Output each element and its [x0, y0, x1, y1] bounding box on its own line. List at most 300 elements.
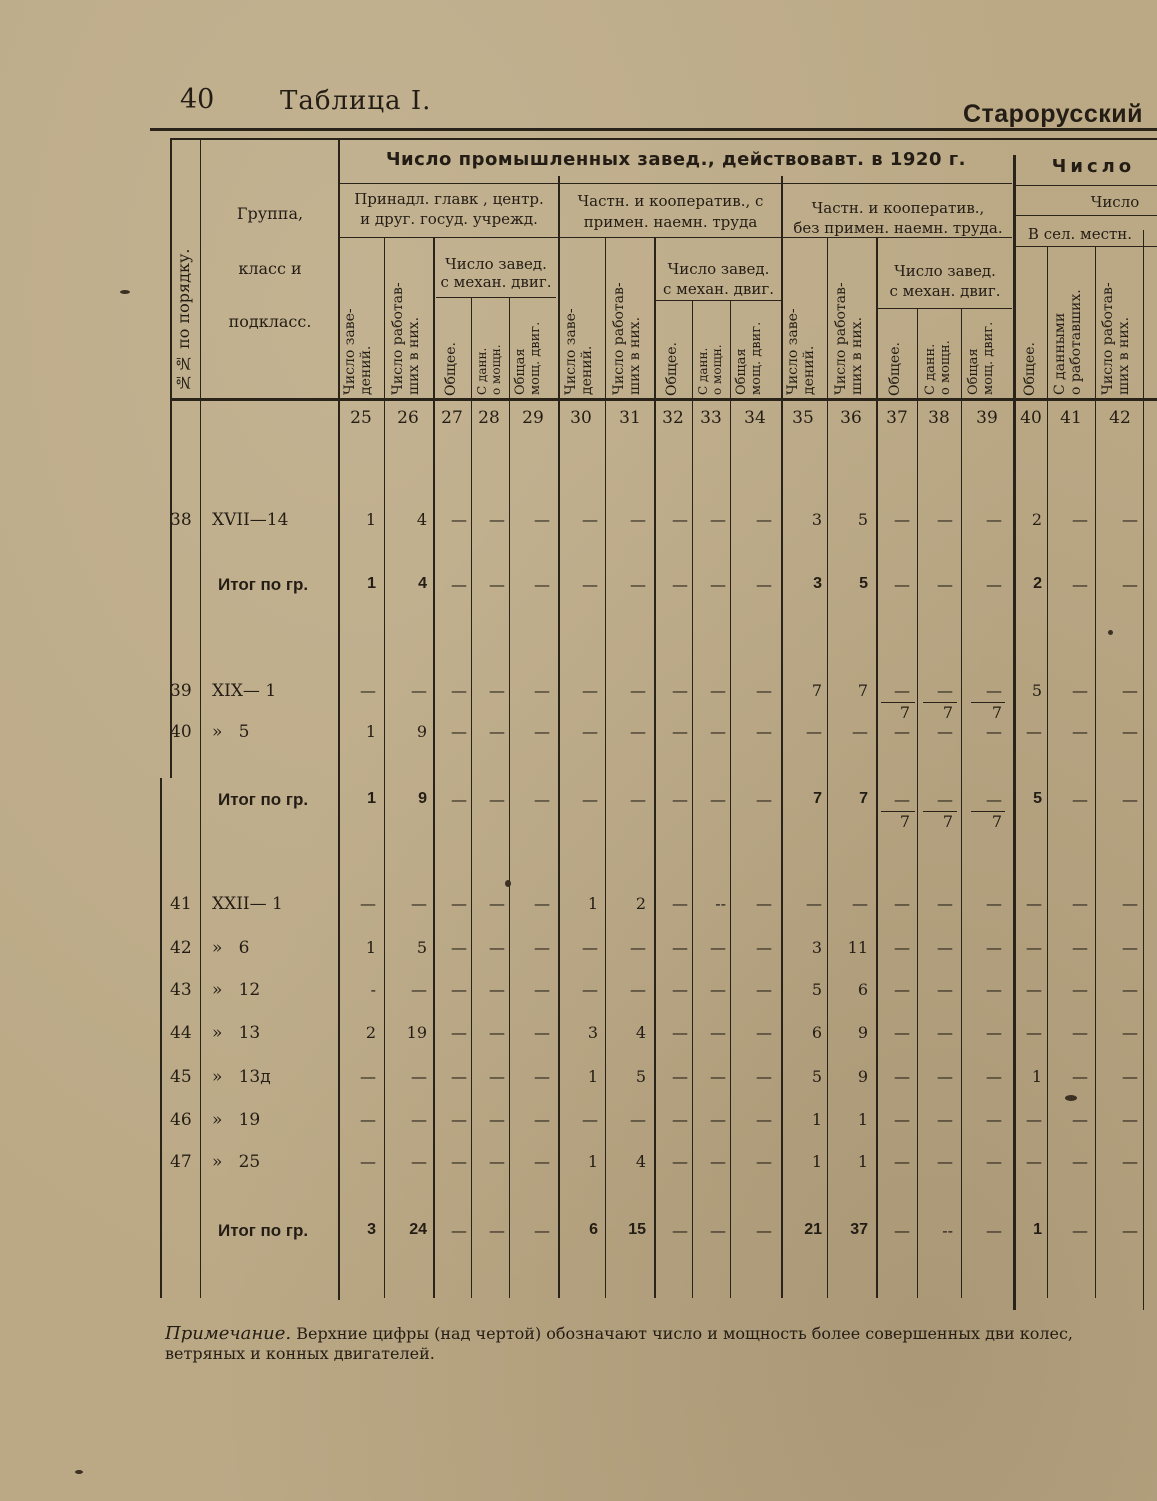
table-cell: — — [937, 1110, 953, 1129]
table-cell: — — [986, 575, 1002, 594]
table-cell: — — [1122, 1110, 1138, 1129]
table-cell: 3 — [587, 1023, 598, 1042]
table-cell: — — [360, 1152, 376, 1171]
table-cell: — — [1072, 894, 1088, 913]
table-cell: — — [710, 1110, 726, 1129]
column-number: 34 — [744, 408, 766, 428]
table-cell: 6 — [589, 1221, 598, 1238]
table-cell: — — [451, 790, 467, 809]
header-group-line1: Группа, — [236, 204, 304, 223]
header-mech-a-1: Число завед. — [445, 255, 547, 273]
table-cell: — — [1122, 510, 1138, 529]
table-cell: — — [360, 681, 376, 700]
table-cell: — — [756, 722, 772, 741]
table-cell: — — [894, 894, 910, 913]
table-cell: — — [489, 938, 505, 957]
table-title: Таблица I. — [280, 86, 432, 116]
table-cell: — — [360, 894, 376, 913]
table-cell: — — [756, 980, 772, 999]
table-cell: — — [1122, 575, 1138, 594]
table-cell: 4 — [418, 575, 427, 592]
row-number: 42 — [170, 938, 192, 958]
header-sub-b-1: Частн. и кооператив., с — [577, 192, 764, 210]
header-col-29: Общая мощ. двиг. — [513, 321, 543, 395]
table-cell: 1 — [587, 1067, 598, 1086]
table-cell: — — [1122, 790, 1138, 809]
col-line — [1143, 230, 1144, 1310]
table-cell: — — [451, 1221, 467, 1240]
header-mech-b-1: Число завед. — [667, 260, 770, 278]
table-cell: — — [937, 722, 953, 741]
header-col-27: Общее. — [443, 342, 459, 396]
table-cell: 1 — [811, 1110, 822, 1129]
group-label: » 5 — [212, 722, 250, 742]
table-cell: — — [451, 894, 467, 913]
table-cell: — — [710, 722, 726, 741]
header-col-32: Общее. — [664, 342, 680, 396]
table-cell: 5 — [635, 1067, 646, 1086]
column-number: 39 — [976, 408, 998, 428]
header-sub-c-1: Частн. и кооператив., — [811, 199, 985, 217]
header-col-38: С данн. о мощн. — [923, 340, 953, 395]
table-cell: — — [1072, 790, 1088, 809]
header-col-37: Общее. — [887, 342, 903, 396]
table-cell: — — [894, 790, 910, 809]
column-number: 31 — [619, 408, 641, 428]
table-cell: — — [986, 790, 1002, 809]
table-cell: 24 — [409, 1221, 427, 1238]
table-cell: 1 — [587, 1152, 598, 1171]
header-mech-a-2: с механ. двиг. — [440, 273, 552, 291]
table-cell: — — [534, 575, 550, 594]
table-cell: — — [894, 1023, 910, 1042]
header-bottom-rule — [170, 398, 1157, 401]
table-cell: — — [489, 894, 505, 913]
table-cell: 5 — [811, 1067, 822, 1086]
table-cell: — — [534, 510, 550, 529]
table-cell: — — [756, 1067, 772, 1086]
table-cell: — — [710, 980, 726, 999]
table-cell: — — [986, 1110, 1002, 1129]
table-cell: — — [1072, 1152, 1088, 1171]
table-cell: — — [710, 510, 726, 529]
table-cell: — — [894, 722, 910, 741]
table-cell: 1 — [367, 575, 376, 592]
col-line — [200, 138, 201, 1298]
table-cell: 1 — [365, 722, 376, 741]
column-number: 42 — [1109, 408, 1131, 428]
table-cell: — — [986, 722, 1002, 741]
table-cell: 11 — [847, 938, 868, 957]
header-sub-d-mid: Число — [1090, 193, 1140, 211]
table-cell: 9 — [416, 722, 427, 741]
table-cell: — — [894, 1110, 910, 1129]
group-label: » 13д — [212, 1067, 271, 1087]
table-cell: — — [894, 510, 910, 529]
table-cell: — — [986, 510, 1002, 529]
column-number: 38 — [928, 408, 950, 428]
column-number: 33 — [700, 408, 722, 428]
col-line — [433, 238, 435, 1298]
table-cell: — — [937, 575, 953, 594]
table-cell: 7 — [859, 790, 868, 807]
table-cell: — — [360, 1067, 376, 1086]
table-cell: — — [937, 681, 953, 700]
table-cell: 3 — [811, 510, 822, 529]
table-cell: — — [710, 575, 726, 594]
table-cell: 5 — [859, 575, 868, 592]
table-cell: — — [534, 790, 550, 809]
table-cell: 5 — [1033, 790, 1042, 807]
table-cell: 1 — [367, 790, 376, 807]
table-cell: — — [672, 1152, 688, 1171]
table-cell: — — [986, 938, 1002, 957]
table-cell: — — [1072, 1221, 1088, 1240]
table-cell: — — [534, 1152, 550, 1171]
header-row-no: №№ по порядку. — [174, 248, 193, 392]
table-cell: 6 — [857, 980, 868, 999]
table-cell: — — [534, 980, 550, 999]
table-cell: — — [937, 938, 953, 957]
header-sub-c-2: без примен. наемн. труда. — [793, 219, 1003, 237]
column-number: 32 — [662, 408, 684, 428]
table-cell: — — [672, 681, 688, 700]
header-rule — [340, 237, 1012, 238]
table-cell: — — [534, 681, 550, 700]
paper-speck — [120, 290, 130, 294]
table-cell: 4 — [635, 1023, 646, 1042]
table-cell: — — [672, 510, 688, 529]
table-cell: 1 — [1031, 1067, 1042, 1086]
table-cell: — — [489, 1152, 505, 1171]
table-cell: — — [710, 1221, 726, 1240]
table-cell: — — [411, 980, 427, 999]
header-main: Число промышленных завед., действовавт. в 1920 г. — [386, 149, 966, 170]
table-cell: — — [411, 681, 427, 700]
header-col-36: Число работав- ших в них. — [833, 282, 865, 395]
table-cell: — — [937, 790, 953, 809]
table-cell: 6 — [811, 1023, 822, 1042]
table-cell: 5 — [811, 980, 822, 999]
column-number: 26 — [397, 408, 419, 428]
table-cell: — — [489, 722, 505, 741]
table-cell: — — [756, 681, 772, 700]
table-cell: — — [1072, 510, 1088, 529]
table-cell: — — [451, 1152, 467, 1171]
header-sub-b-2: примен. наемн. труда — [583, 213, 758, 231]
table-cell: 9 — [418, 790, 427, 807]
table-cell: — — [582, 510, 598, 529]
table-cell: — — [1122, 980, 1138, 999]
table-cell: — — [1072, 575, 1088, 594]
table-cell: 1 — [365, 510, 376, 529]
table-cell: — — [1026, 1023, 1042, 1042]
table-cell: 21 — [804, 1221, 822, 1238]
table-cell: — — [672, 575, 688, 594]
top-rule — [150, 128, 1157, 131]
table-cell: — — [411, 1067, 427, 1086]
table-cell: - — [370, 980, 376, 999]
col-line — [1047, 247, 1048, 1298]
group-label: XVII—14 — [212, 510, 289, 530]
table-cell: — — [1072, 1110, 1088, 1129]
table-cell: — — [630, 681, 646, 700]
header-col-30: Число заве- дений. — [563, 308, 595, 395]
group-label: XXII— 1 — [212, 894, 283, 914]
header-sub-d-low: В сел. местн. — [1027, 225, 1133, 243]
column-number: 36 — [840, 408, 862, 428]
table-cell: — — [986, 1067, 1002, 1086]
header-col-31: Число работав- ших в них. — [611, 282, 643, 395]
table-cell: 3 — [813, 575, 822, 592]
header-rule — [340, 183, 1012, 184]
table-cell: — — [411, 1110, 427, 1129]
table-cell: — — [489, 1023, 505, 1042]
header-rule — [656, 300, 781, 301]
column-number: 25 — [350, 408, 372, 428]
table-cell: — — [672, 980, 688, 999]
table-cell: 1 — [365, 938, 376, 957]
header-rule — [436, 297, 556, 298]
table-cell: — — [986, 1152, 1002, 1171]
group-label: » 6 — [212, 938, 250, 958]
table-cell: — — [710, 938, 726, 957]
table-cell: 5 — [857, 510, 868, 529]
table-cell: 4 — [416, 510, 427, 529]
table-cell: — — [1072, 1067, 1088, 1086]
table-cell: — — [1072, 1023, 1088, 1042]
paper-speck — [505, 880, 511, 887]
footnote-text: Верхние цифры (над чертой) обозначают число и мощность более совершенных дви колес, ветряных и конных двигателей. — [165, 1324, 1073, 1363]
table-cell: — — [852, 722, 868, 741]
table-cell: — — [534, 722, 550, 741]
table-cell: 19 — [406, 1023, 427, 1042]
table-cell: 1 — [811, 1152, 822, 1171]
header-col-25: Число заве- дений. — [342, 308, 374, 395]
header-rule — [1015, 246, 1157, 247]
table-cell: — — [672, 1067, 688, 1086]
header-col-40: Общее. — [1022, 342, 1038, 396]
row-number: 44 — [170, 1023, 192, 1043]
table-cell: — — [756, 1110, 772, 1129]
table-cell: — — [582, 722, 598, 741]
table-cell: — — [451, 980, 467, 999]
table-cell: 15 — [628, 1221, 646, 1238]
table-cell: 7 — [813, 790, 822, 807]
table-cell: — — [534, 1110, 550, 1129]
table-cell: — — [1122, 1067, 1138, 1086]
table-cell: — — [1026, 894, 1042, 913]
col-line — [827, 238, 828, 1298]
header-group-line3: подкласс. — [228, 312, 312, 331]
table-cell: — — [986, 1023, 1002, 1042]
fraction-value: 7 — [991, 703, 1002, 722]
table-cell: 3 — [811, 938, 822, 957]
table-cell: — — [894, 1067, 910, 1086]
table-cell: — — [1072, 980, 1088, 999]
table-cell: 1 — [857, 1152, 868, 1171]
table-cell: — — [756, 894, 772, 913]
column-number: 35 — [792, 408, 814, 428]
header-group-line2: класс и — [238, 259, 302, 278]
table-cell: — — [710, 1152, 726, 1171]
table-cell: — — [489, 681, 505, 700]
header-col-35: Число заве- дений. — [785, 308, 817, 395]
table-cell: 2 — [1031, 510, 1042, 529]
table-cell: 2 — [1033, 575, 1042, 592]
table-cell: — — [451, 1067, 467, 1086]
table-cell: — — [937, 1023, 953, 1042]
table-cell: — — [534, 894, 550, 913]
table-cell: 9 — [857, 1023, 868, 1042]
group-total-label: Итог по гр. — [218, 790, 309, 809]
table-cell: — — [630, 722, 646, 741]
table-cell: — — [710, 1023, 726, 1042]
table-cell: — — [672, 790, 688, 809]
table-cell: — — [1122, 1023, 1138, 1042]
table-cell: — — [1026, 1152, 1042, 1171]
table-cell: — — [894, 681, 910, 700]
table-cell: — — [1122, 938, 1138, 957]
table-cell: — — [630, 938, 646, 957]
table-cell: — — [672, 1023, 688, 1042]
table-cell: 3 — [367, 1221, 376, 1238]
table-cell: — — [1122, 1152, 1138, 1171]
table-cell: 1 — [587, 894, 598, 913]
header-col-26: Число работав- ших в них. — [390, 282, 422, 395]
table-cell: — — [937, 510, 953, 529]
table-cell: — — [489, 510, 505, 529]
header-mech-b-2: с механ. двиг. — [663, 280, 774, 298]
table-cell: — — [534, 1023, 550, 1042]
table-cell: — — [986, 1221, 1002, 1240]
table-cell: — — [986, 980, 1002, 999]
paper-speck — [1065, 1095, 1077, 1101]
table-cell: — — [1122, 722, 1138, 741]
table-cell: — — [630, 980, 646, 999]
top-rule-2 — [170, 138, 1157, 140]
table-cell: — — [582, 938, 598, 957]
group-total-label: Итог по гр. — [218, 1221, 309, 1240]
table-cell: 1 — [857, 1110, 868, 1129]
table-cell: — — [894, 575, 910, 594]
column-number: 30 — [570, 408, 592, 428]
table-cell: — — [630, 1110, 646, 1129]
table-cell: — — [937, 1067, 953, 1086]
paper-speck — [75, 1470, 83, 1474]
table-cell: 7 — [811, 681, 822, 700]
table-cell: — — [1122, 1221, 1138, 1240]
column-number: 27 — [441, 408, 463, 428]
table-cell: — — [534, 1221, 550, 1240]
table-cell: -- — [942, 1221, 953, 1240]
table-cell: — — [937, 1152, 953, 1171]
col-line — [654, 238, 656, 1298]
table-cell: — — [451, 510, 467, 529]
table-cell: — — [451, 681, 467, 700]
col-line — [160, 778, 162, 1298]
header-rule — [878, 308, 1012, 309]
table-cell: — — [806, 722, 822, 741]
row-number: 45 — [170, 1067, 192, 1087]
table-cell: — — [489, 1067, 505, 1086]
group-label: XIX— 1 — [212, 681, 277, 701]
table-cell: — — [756, 1023, 772, 1042]
region-title: Старорусский — [962, 100, 1143, 128]
table-cell: — — [1122, 681, 1138, 700]
table-cell: — — [489, 1110, 505, 1129]
header-col-39: Общая мощ. двиг. — [966, 321, 996, 395]
table-cell: 2 — [365, 1023, 376, 1042]
group-label: » 19 — [212, 1110, 261, 1130]
row-number: 38 — [170, 510, 192, 530]
table-cell: — — [534, 938, 550, 957]
table-cell: 1 — [1033, 1221, 1042, 1238]
table-cell: 4 — [635, 1152, 646, 1171]
table-cell: — — [582, 575, 598, 594]
header-col-28: С данн. о мощн. — [475, 344, 503, 395]
table-cell: — — [1026, 980, 1042, 999]
table-cell: — — [451, 575, 467, 594]
table-cell: — — [451, 1023, 467, 1042]
table-cell: — — [894, 980, 910, 999]
table-cell: — — [489, 790, 505, 809]
table-cell: — — [756, 510, 772, 529]
table-cell: — — [489, 980, 505, 999]
col-line — [1095, 247, 1096, 1298]
table-cell: — — [411, 1152, 427, 1171]
row-number: 41 — [170, 894, 192, 914]
table-cell: — — [360, 1110, 376, 1129]
header-col-33: С данн. о мощн. — [696, 344, 724, 395]
header-rule — [1015, 215, 1157, 216]
table-cell: — — [672, 1221, 688, 1240]
group-label: » 12 — [212, 980, 261, 1000]
table-cell: — — [937, 980, 953, 999]
table-cell: — — [1026, 722, 1042, 741]
fraction-value: 7 — [991, 812, 1002, 831]
footnote-label: Примечание. — [165, 1323, 292, 1344]
footnote — [165, 1324, 1140, 1364]
table-cell: 7 — [857, 681, 868, 700]
table-cell: — — [451, 1110, 467, 1129]
table-cell: — — [582, 790, 598, 809]
col-line — [876, 238, 878, 1298]
col-line — [384, 238, 385, 1298]
table-cell: — — [489, 575, 505, 594]
table-cell: — — [672, 894, 688, 913]
table-cell: — — [451, 722, 467, 741]
table-cell: — — [489, 1221, 505, 1240]
table-cell: — — [710, 790, 726, 809]
table-cell: — — [894, 938, 910, 957]
group-label: » 25 — [212, 1152, 261, 1172]
table-cell: — — [852, 894, 868, 913]
table-cell: — — [411, 894, 427, 913]
table-cell: 37 — [850, 1221, 868, 1238]
table-cell: — — [986, 894, 1002, 913]
header-col-34: Общая мощ. двиг. — [734, 321, 764, 395]
column-number: 40 — [1020, 408, 1042, 428]
table-cell: — — [894, 1221, 910, 1240]
table-cell: — — [451, 938, 467, 957]
table-cell: — — [630, 790, 646, 809]
fraction-value: 7 — [899, 812, 910, 831]
table-cell: — — [1072, 722, 1088, 741]
header-sub-d-top: Число — [1051, 156, 1136, 177]
header-col-42: Число работав- ших в них. — [1100, 282, 1132, 395]
column-number: 41 — [1060, 408, 1082, 428]
